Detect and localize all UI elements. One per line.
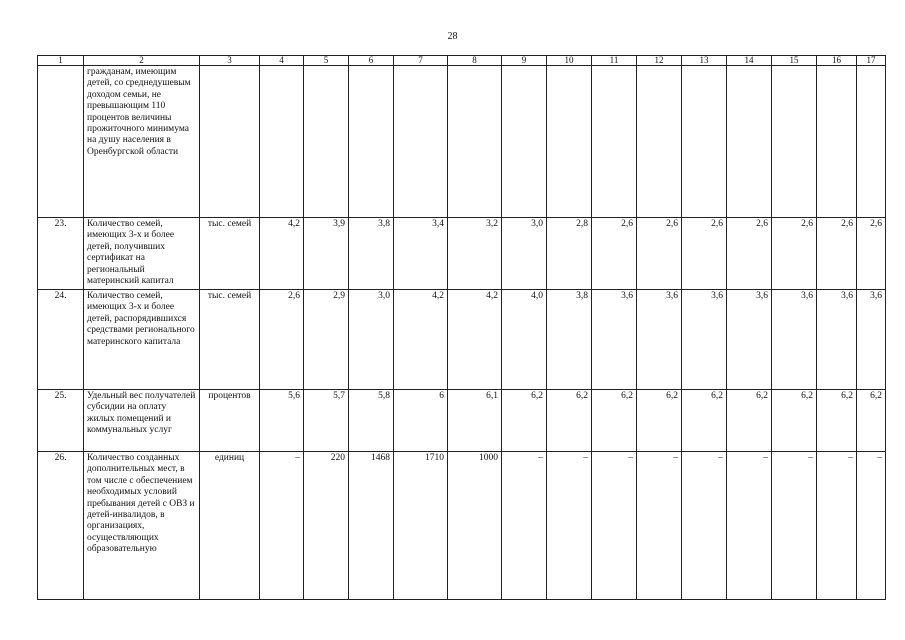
value-cell: – xyxy=(727,452,772,600)
value-cell: 6,2 xyxy=(637,390,682,452)
value-cell: 3,6 xyxy=(637,290,682,390)
value-cell xyxy=(394,66,448,218)
column-number: 15 xyxy=(772,56,817,66)
page-number: 28 xyxy=(447,31,458,42)
column-number: 8 xyxy=(448,56,502,66)
value-cell: 2,6 xyxy=(772,218,817,290)
value-cell: 1710 xyxy=(394,452,448,600)
value-cell: 3,6 xyxy=(772,290,817,390)
table-row xyxy=(38,390,886,452)
value-cell: 2,6 xyxy=(727,218,772,290)
column-number: 3 xyxy=(200,56,260,66)
value-cell: – xyxy=(592,452,637,600)
value-cell: 6,2 xyxy=(682,390,727,452)
value-cell: 220 xyxy=(304,452,349,600)
value-cell: 3,9 xyxy=(304,218,349,290)
column-number: 9 xyxy=(502,56,547,66)
value-cell: 4,2 xyxy=(448,290,502,390)
value-cell: 5,8 xyxy=(349,390,394,452)
value-cell: 3,4 xyxy=(394,218,448,290)
unit-cell: тыс. семей xyxy=(200,218,260,290)
value-cell xyxy=(448,66,502,218)
column-number: 14 xyxy=(727,56,772,66)
value-cell: 3,0 xyxy=(502,218,547,290)
value-cell: 5,7 xyxy=(304,390,349,452)
table-row xyxy=(38,218,886,290)
value-cell: 1468 xyxy=(349,452,394,600)
indicator-name: Количество семей, имеющих 3-х и более детей, распорядившихся средствами регионального материнского капитала xyxy=(84,290,200,390)
value-cell: 6,1 xyxy=(448,390,502,452)
value-cell xyxy=(592,66,637,218)
value-cell xyxy=(502,66,547,218)
value-cell: 3,6 xyxy=(817,290,857,390)
indicator-name: Количество созданных дополнительных мест, в том числе с обеспечением необходимых условий пребывания детей с ОВЗ и детей-инвалидов, в организациях, осуществляющих образовательную xyxy=(84,452,200,600)
value-cell: 3,6 xyxy=(727,290,772,390)
value-cell: 4,2 xyxy=(260,218,304,290)
indicator-name: гражданам, имеющим детей, со среднедушевым доходом семьи, не превышающим 110 процентов величины прожиточного минимума на душу населения в Оренбургской области xyxy=(84,66,200,218)
column-number: 16 xyxy=(817,56,857,66)
value-cell: 4,2 xyxy=(394,290,448,390)
row-number xyxy=(38,66,84,218)
row-number: 25. xyxy=(38,390,84,452)
value-cell xyxy=(304,66,349,218)
column-number: 2 xyxy=(84,56,200,66)
value-cell: 3,6 xyxy=(682,290,727,390)
value-cell: 5,6 xyxy=(260,390,304,452)
value-cell: 1000 xyxy=(448,452,502,600)
value-cell: – xyxy=(682,452,727,600)
value-cell: 6,2 xyxy=(502,390,547,452)
value-cell: 3,2 xyxy=(448,218,502,290)
table-row xyxy=(38,290,886,390)
column-number: 1 xyxy=(38,56,84,66)
value-cell: 6,2 xyxy=(547,390,592,452)
value-cell: 3,8 xyxy=(349,218,394,290)
value-cell: 2,6 xyxy=(637,218,682,290)
value-cell: 6 xyxy=(394,390,448,452)
value-cell: – xyxy=(857,452,886,600)
value-cell: 2,8 xyxy=(547,218,592,290)
unit-cell: единиц xyxy=(200,452,260,600)
value-cell xyxy=(682,66,727,218)
value-cell: 2,6 xyxy=(260,290,304,390)
unit-cell: тыс. семей xyxy=(200,290,260,390)
column-number: 7 xyxy=(394,56,448,66)
value-cell: 6,2 xyxy=(817,390,857,452)
column-number: 4 xyxy=(260,56,304,66)
unit-cell: процентов xyxy=(200,390,260,452)
value-cell: 3,6 xyxy=(857,290,886,390)
column-number: 12 xyxy=(637,56,682,66)
value-cell: 2,6 xyxy=(857,218,886,290)
value-cell xyxy=(637,66,682,218)
value-cell: 6,2 xyxy=(857,390,886,452)
value-cell: – xyxy=(260,452,304,600)
value-cell xyxy=(349,66,394,218)
row-number: 24. xyxy=(38,290,84,390)
value-cell: 3,0 xyxy=(349,290,394,390)
indicator-name: Удельный вес получателей субсидии на оплату жилых помещений и коммунальных услуг xyxy=(84,390,200,452)
column-number: 17 xyxy=(857,56,886,66)
table-row xyxy=(38,66,886,218)
unit-cell xyxy=(200,66,260,218)
row-number: 23. xyxy=(38,218,84,290)
value-cell xyxy=(817,66,857,218)
value-cell xyxy=(547,66,592,218)
value-cell xyxy=(727,66,772,218)
row-number: 26. xyxy=(38,452,84,600)
value-cell: 3,6 xyxy=(592,290,637,390)
column-number: 5 xyxy=(304,56,349,66)
value-cell: 6,2 xyxy=(592,390,637,452)
value-cell: – xyxy=(637,452,682,600)
table-row xyxy=(38,452,886,600)
indicators-table xyxy=(37,55,886,600)
value-cell: 2,6 xyxy=(682,218,727,290)
column-number-row xyxy=(38,56,886,66)
value-cell: 3,8 xyxy=(547,290,592,390)
value-cell: – xyxy=(817,452,857,600)
value-cell: – xyxy=(502,452,547,600)
column-number: 6 xyxy=(349,56,394,66)
value-cell: – xyxy=(547,452,592,600)
value-cell xyxy=(772,66,817,218)
value-cell: 2,9 xyxy=(304,290,349,390)
value-cell xyxy=(857,66,886,218)
value-cell: 2,6 xyxy=(592,218,637,290)
value-cell: 2,6 xyxy=(817,218,857,290)
indicator-name: Количество семей, имеющих 3-х и более детей, получивших сертификат на региональный материнский капитал xyxy=(84,218,200,290)
column-number: 10 xyxy=(547,56,592,66)
value-cell: 4,0 xyxy=(502,290,547,390)
value-cell: – xyxy=(772,452,817,600)
column-number: 13 xyxy=(682,56,727,66)
column-number: 11 xyxy=(592,56,637,66)
value-cell: 6,2 xyxy=(727,390,772,452)
value-cell xyxy=(260,66,304,218)
value-cell: 6,2 xyxy=(772,390,817,452)
